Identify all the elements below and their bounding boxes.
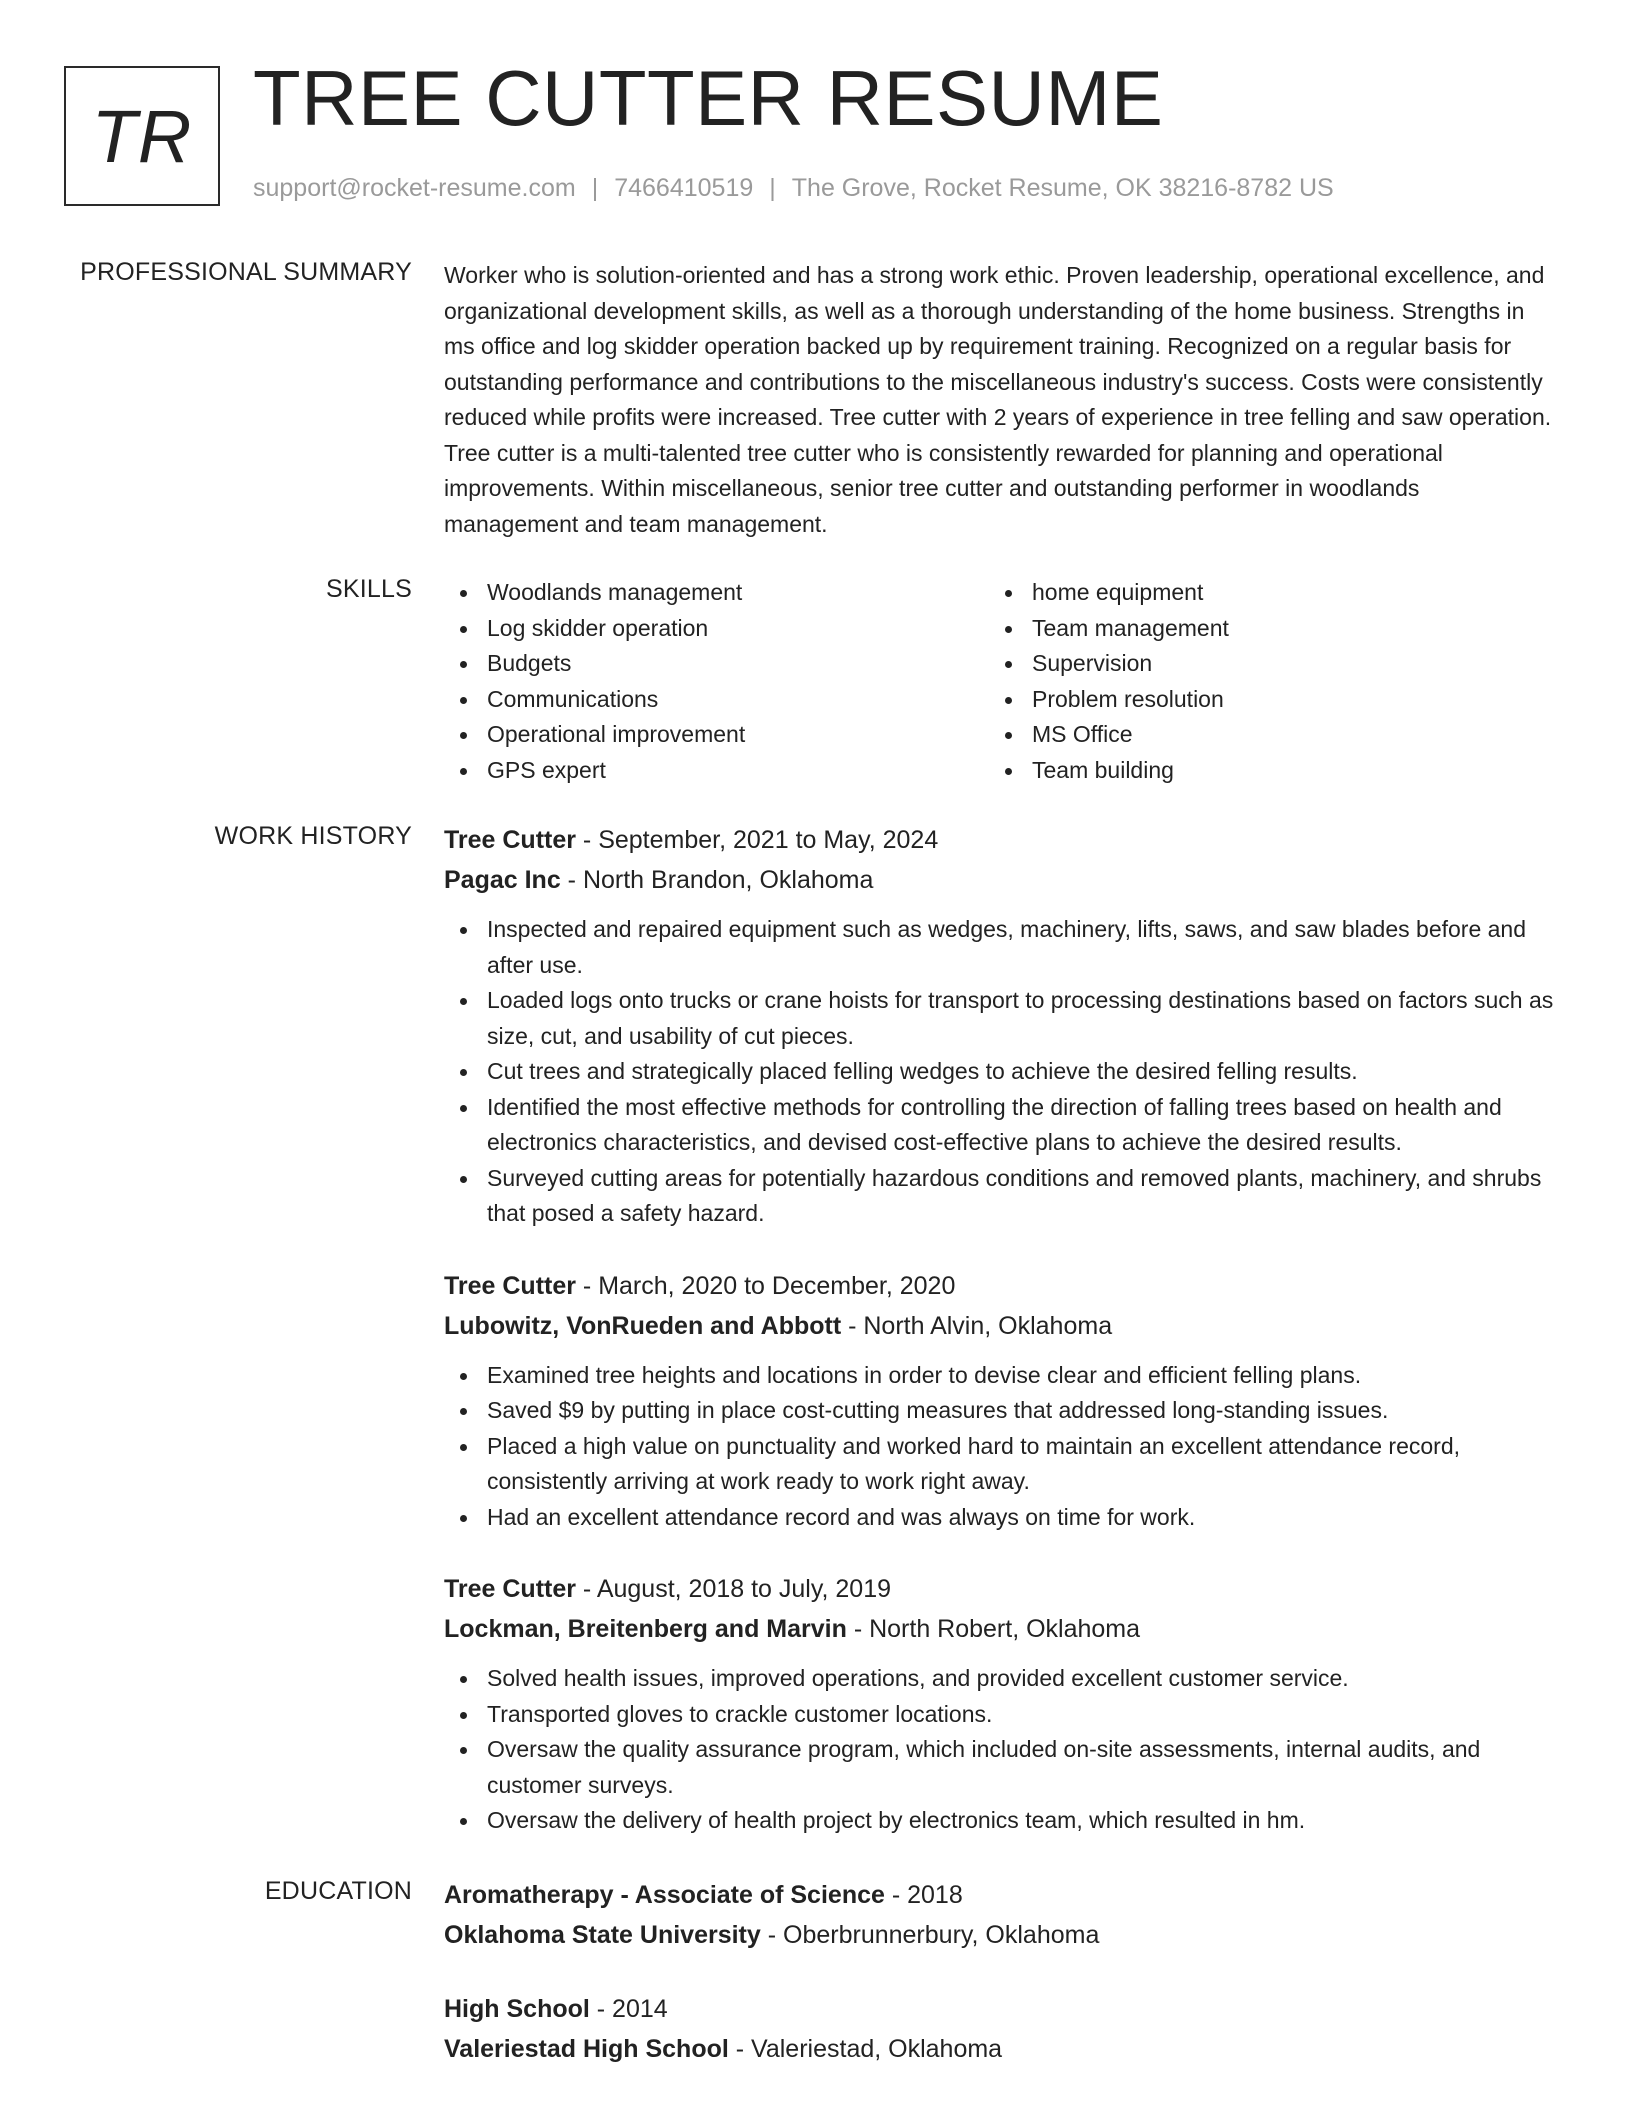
skill-item: Team management: [989, 611, 1534, 647]
job-bullets: [444, 1661, 1556, 1839]
contact-email[interactable]: support@rocket-resume.com: [253, 174, 576, 202]
resume-title: TREE CUTTER RESUME: [253, 54, 1164, 142]
contact-phone[interactable]: 7466410519: [614, 174, 754, 202]
job-title: Tree Cutter: [444, 826, 576, 854]
job-bullet: Transported gloves to crackle customer locations.: [444, 1697, 1556, 1733]
job-title: Tree Cutter: [444, 1271, 576, 1300]
job-company-line: [444, 1609, 1556, 1649]
job-location: - North Alvin, Oklahoma: [841, 1311, 1113, 1340]
job-bullet: Placed a high value on punctuality and worked hard to maintain an excellent attendance record, consistently arriving at work ready to work right away.: [444, 1429, 1556, 1500]
job-dates: - March, 2020 to December, 2020: [575, 1271, 956, 1300]
monogram-text: TR: [91, 94, 193, 178]
job-bullet: Loaded logs onto trucks or crane hoists for transport to processing destinations based on factors such as size, cut, and usability of cut pieces.: [444, 983, 1556, 1054]
skill-item: home equipment: [989, 575, 1534, 611]
skill-item: GPS expert: [444, 753, 989, 789]
job-entry: [444, 1266, 1556, 1536]
job-dates: - August, 2018 to July, 2019: [575, 1575, 892, 1603]
skill-item: Operational improvement: [444, 717, 989, 753]
education-entry: [444, 1875, 1556, 1955]
job-bullet: Inspected and repaired equipment such as wedges, machinery, lifts, saws, and saw blades before and after use.: [444, 912, 1556, 983]
education-location: - Oberbrunnerbury, Oklahoma: [760, 1921, 1100, 1949]
job-location: - North Robert, Oklahoma: [846, 1615, 1141, 1643]
skills-grid: [444, 575, 1556, 788]
education-year: - 2014: [589, 1995, 668, 2023]
job-title: Tree Cutter: [444, 1575, 576, 1603]
skills-column-left: [444, 575, 989, 788]
education-school: Valeriestad High School: [444, 2035, 729, 2063]
skill-item: Woodlands management: [444, 575, 989, 611]
job-company: Pagac Inc: [444, 866, 561, 894]
skill-item: Budgets: [444, 646, 989, 682]
job-title-line: [444, 1266, 1556, 1306]
skill-item: Team building: [989, 753, 1534, 789]
education-school-line: [444, 1915, 1556, 1955]
job-bullet: Surveyed cutting areas for potentially hazardous conditions and removed plants, machinery, and shrubs that posed a safety hazard.: [444, 1161, 1556, 1232]
job-dates: - September, 2021 to May, 2024: [575, 826, 939, 854]
job-title-line: [444, 1569, 1556, 1609]
education-degree: Aromatherapy - Associate of Science: [444, 1881, 885, 1909]
job-bullet: Oversaw the delivery of health project by electronics team, which resulted in hm.: [444, 1803, 1556, 1839]
job-title-line: [444, 820, 1556, 860]
education-year: - 2018: [884, 1881, 963, 1909]
skill-item: Log skidder operation: [444, 611, 989, 647]
section-label-work: WORK HISTORY: [214, 822, 412, 850]
job-company-line: [444, 860, 1556, 900]
job-company: Lubowitz, VonRueden and Abbott: [444, 1311, 842, 1340]
job-bullet: Oversaw the quality assurance program, which included on-site assessments, internal audits, and customer surveys.: [444, 1732, 1556, 1803]
job-bullet: Had an excellent attendance record and was always on time for work.: [444, 1500, 1556, 1536]
education-degree-line: [444, 1989, 1556, 2029]
job-bullet: Identified the most effective methods for controlling the direction of falling trees based on health and electronics characteristics, and devised cost-effective plans to achieve the desired results.: [444, 1090, 1556, 1161]
education-degree: High School: [444, 1995, 590, 2023]
education-degree-line: [444, 1875, 1556, 1915]
education-location: - Valeriestad, Oklahoma: [728, 2035, 1003, 2063]
summary-text: Worker who is solution-oriented and has a strong work ethic. Proven leadership, operational excellence, and organizational development skills, as well as a thorough understanding of the home business. Strengths in ms office and log skidder operation backed up by requirement training. Recognized on a regular basis for outstanding performance and contributions to the miscellaneous industry's success. Costs were consistently reduced while profits were increased. Tree cutter with 2 years of experience in tree felling and saw operation. Tree cutter is a multi-talented tree cutter who is consistently rewarded for planning and operational improvements. Within miscellaneous, senior tree cutter and outstanding performer in woodlands management and team management.: [444, 262, 1552, 537]
contact-separator: |: [591, 174, 599, 202]
job-bullet: Cut trees and strategically placed felling wedges to achieve the desired felling results.: [444, 1054, 1556, 1090]
monogram-badge: [64, 66, 220, 206]
job-bullet: Examined tree heights and locations in order to devise clear and efficient felling plans.: [444, 1358, 1556, 1394]
section-label-summary: PROFESSIONAL SUMMARY: [80, 258, 412, 286]
skill-item: Problem resolution: [989, 682, 1534, 718]
job-company: Lockman, Breitenberg and Marvin: [444, 1615, 847, 1643]
skill-item: Supervision: [989, 646, 1534, 682]
education-school-line: [444, 2029, 1556, 2069]
job-bullet: Saved $9 by putting in place cost-cutting measures that addressed long-standing issues.: [444, 1393, 1556, 1429]
skill-item: MS Office: [989, 717, 1534, 753]
job-company-line: [444, 1306, 1556, 1346]
skills-column-right: [989, 575, 1534, 788]
job-bullets: [444, 912, 1556, 1232]
contact-separator: |: [769, 174, 776, 202]
job-entry: [444, 1569, 1556, 1839]
education-entry: [444, 1989, 1556, 2069]
job-bullet: Solved health issues, improved operations, and provided excellent customer service.: [444, 1661, 1556, 1697]
education-school: Oklahoma State University: [444, 1921, 761, 1949]
job-location: - North Brandon, Oklahoma: [560, 866, 874, 894]
contact-address: The Grove, Rocket Resume, OK 38216-8782 US: [791, 174, 1334, 202]
section-label-education: EDUCATION: [264, 1877, 412, 1905]
job-entry: [444, 820, 1556, 1232]
contact-line: [253, 174, 1334, 203]
job-bullets: [444, 1358, 1556, 1536]
skill-item: Communications: [444, 682, 989, 718]
section-label-skills: SKILLS: [326, 575, 412, 603]
